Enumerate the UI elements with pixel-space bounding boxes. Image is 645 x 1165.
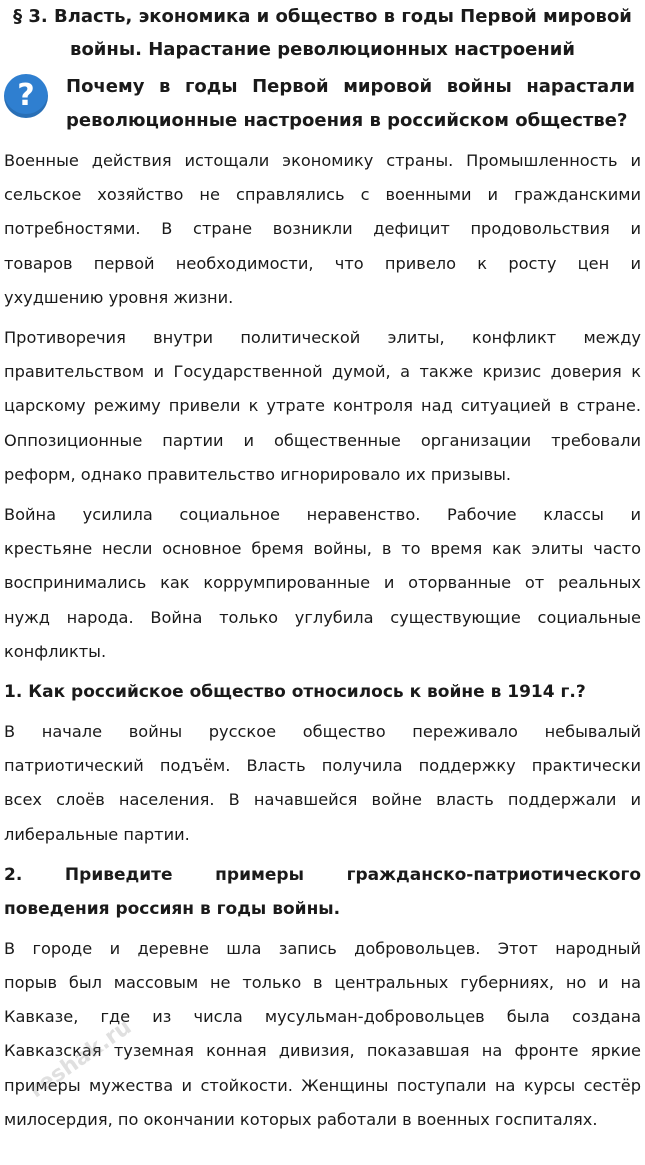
question-2-heading-line-1: 2. Приведите примеры гражданско-патриотического bbox=[4, 864, 641, 885]
paragraph-line: ухудшению уровня жизни. bbox=[4, 287, 234, 307]
question-1-heading-text: 1. Как российское общество относилось к войне в 1914 г.? bbox=[4, 682, 586, 703]
answer-line: примеры мужества и стойкости. Женщины поступали на курсы сестёр bbox=[4, 1075, 641, 1095]
answer-line: порыв был массовым не только в центральных губерниях, но и на bbox=[4, 973, 641, 993]
paragraph-line: Оппозиционные партии и общественные организации требовали bbox=[4, 430, 641, 450]
answer-line: либеральные партии. bbox=[4, 824, 190, 844]
answer-line: милосердия, по окончании которых работали в военных госпиталях. bbox=[4, 1109, 598, 1129]
watermark-text: reshak.ru bbox=[24, 1014, 137, 1104]
main-question-line-2: революционные настроения в российском обществе? bbox=[66, 110, 628, 131]
paragraph-line: сельское хозяйство не справлялись с военными и гражданскими bbox=[4, 185, 641, 205]
paragraph-line: крестьяне несли основное бремя войны, в то время как элиты часто bbox=[4, 539, 641, 559]
question-1-heading bbox=[0, 675, 645, 709]
answer-line: В городе и деревне шла запись добровольцев. Этот народный bbox=[4, 938, 641, 958]
section-title-line-1: § 3. Власть, экономика и общество в годы Первой мировой bbox=[13, 6, 632, 27]
question-2-heading-line-2: поведения россиян в годы войны. bbox=[4, 898, 341, 919]
paragraph-line: воспринимались как коррумпированные и оторванные от реальных bbox=[4, 573, 641, 593]
paragraph-line: реформ, однако правительство игнорировало их призывы. bbox=[4, 464, 512, 484]
main-question-text bbox=[66, 70, 635, 138]
answer-line: Кавказе, где из числа мусульман-добровольцев была создана bbox=[4, 1007, 641, 1027]
main-question bbox=[0, 70, 645, 142]
paragraph-line: Противоречия внутри политической элиты, конфликт между bbox=[4, 328, 641, 348]
answer-line: всех слоёв населения. В начавшейся войне власть поддержали и bbox=[4, 790, 641, 810]
answer-line: В начале войны русское общество переживало небывалый bbox=[4, 722, 641, 742]
paragraph-line: товаров первой необходимости, что привело к росту цен и bbox=[4, 253, 641, 273]
paragraph-line: потребностями. В стране возникли дефицит продовольствия и bbox=[4, 219, 641, 239]
paragraph-line: Война усилила социальное неравенство. Рабочие классы и bbox=[4, 505, 641, 525]
answer-line: патриотический подъём. Власть получила поддержку практически bbox=[4, 756, 641, 776]
paragraph-society bbox=[0, 498, 645, 669]
paragraph-line: царскому режиму привели к утрате контроля над ситуацией в стране. bbox=[4, 396, 641, 416]
section-title-line-2: войны. Нарастание революционных настроений bbox=[70, 39, 575, 60]
question-2-heading bbox=[0, 858, 645, 926]
question-icon-glyph: ? bbox=[17, 78, 35, 113]
paragraph-line: конфликты. bbox=[4, 641, 107, 661]
paragraph-line: нужд народа. Война только углубила существующие социальные bbox=[4, 607, 641, 627]
answer-1 bbox=[0, 715, 645, 852]
paragraph-economy bbox=[0, 144, 645, 315]
answer-2 bbox=[0, 932, 645, 1137]
section-title bbox=[0, 0, 645, 66]
paragraph-line: Военные действия истощали экономику страны. Промышленность и bbox=[4, 151, 641, 170]
main-question-line-1: Почему в годы Первой мировой войны нарастали bbox=[66, 76, 635, 97]
paragraph-politics bbox=[0, 321, 645, 492]
question-icon bbox=[4, 74, 48, 118]
answer-line: Кавказская туземная конная дивизия, показавшая на фронте яркие bbox=[4, 1041, 641, 1061]
paragraph-line: правительством и Государственной думой, а также кризис доверия к bbox=[4, 362, 641, 382]
